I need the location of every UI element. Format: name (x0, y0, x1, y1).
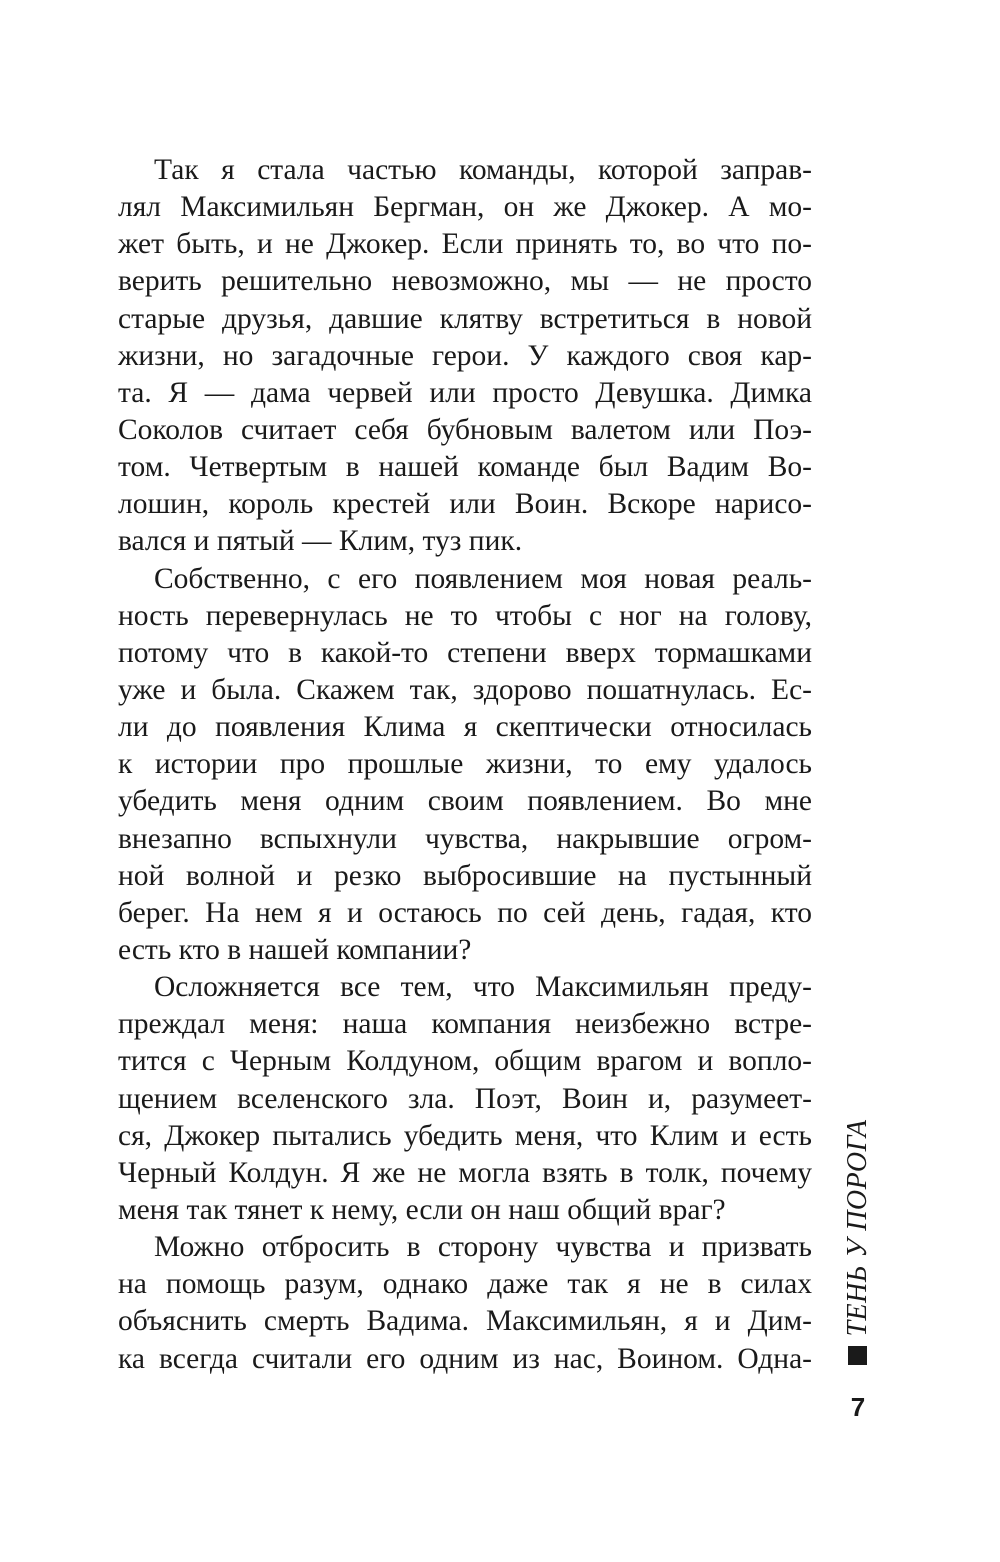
text-line: уже и была. Скажем так, здорово пошатнулась. Ес- (118, 673, 812, 706)
text-line: том. Четвертым в нашей команде был Вадим Во- (118, 451, 812, 484)
text-line: вался и пятый — Клим, туз пик. (118, 525, 523, 558)
text-line: лошин, король крестей или Воин. Вскоре нарисо- (118, 488, 812, 521)
text-line: Осложняется все тем, что Максимильян преду- (154, 971, 812, 1004)
running-title: ТЕНЬ У ПОРОГА (842, 1119, 873, 1337)
page-body (118, 152, 812, 1378)
text-line: щением вселенского зла. Поэт, Воин и, разумеет- (118, 1082, 812, 1115)
text-line: та. Я — дама червей или просто Девушка. Димка (118, 376, 812, 409)
text-line: Так я стала частью команды, которой заправ- (154, 154, 812, 186)
text-line: тится с Черным Колдуном, общим врагом и вопло- (118, 1045, 812, 1078)
text-line: ся, Джокер пытались убедить меня, что Клим и есть (118, 1119, 812, 1152)
page-number: 7 (850, 1392, 866, 1422)
text-line: преждал меня: наша компания неизбежно встре- (118, 1008, 812, 1041)
text-line: ность перевернулась не то чтобы с ног на голову, (118, 599, 812, 632)
text-line: к истории про прошлые жизни, то ему удалось (118, 748, 812, 781)
text-line: верить решительно невозможно, мы — не просто (118, 265, 812, 298)
square-marker-icon (848, 1346, 867, 1365)
text-line: лял Максимильян Бергман, он же Джокер. А мо- (118, 191, 812, 224)
text-line: ной волной и резко выбросившие на пустынный (118, 859, 812, 892)
text-line: Собственно, с его появлением моя новая реаль- (154, 562, 812, 595)
text-line: берег. На нем я и остаюсь по сей день, гадая, кто (118, 896, 812, 929)
text-line: жизни, но загадочные герои. У каждого своя кар- (118, 339, 812, 372)
text-line: потому что в какой-то степени вверх тормашками (118, 636, 812, 669)
text-line: жет быть, и не Джокер. Если принять то, во что по- (118, 228, 812, 261)
text-line: Соколов считает себя бубновым валетом или Поэ- (118, 413, 812, 446)
text-line: на помощь разум, однако даже так я не в силах (118, 1268, 812, 1301)
text-line: есть кто в нашей компании? (118, 933, 472, 966)
text-line: внезапно вспыхнули чувства, накрывшие огром- (118, 822, 812, 855)
text-line: Можно отбросить в сторону чувства и призвать (154, 1231, 812, 1264)
text-line: ка всегда считали его одним из нас, Воином. Одна- (118, 1342, 812, 1375)
text-line: меня так тянет к нему, если он наш общий враг? (118, 1193, 726, 1226)
text-line: убедить меня одним своим появлением. Во мне (118, 785, 812, 818)
text-line: ли до появления Клима я скептически относилась (118, 711, 812, 744)
text-line: Черный Колдун. Я же не могла взять в толк, почему (118, 1156, 812, 1189)
text-line: старые друзья, давшие клятву встретиться в новой (118, 302, 812, 335)
text-line: объяснить смерть Вадима. Максимильян, я и Дим- (118, 1305, 812, 1338)
